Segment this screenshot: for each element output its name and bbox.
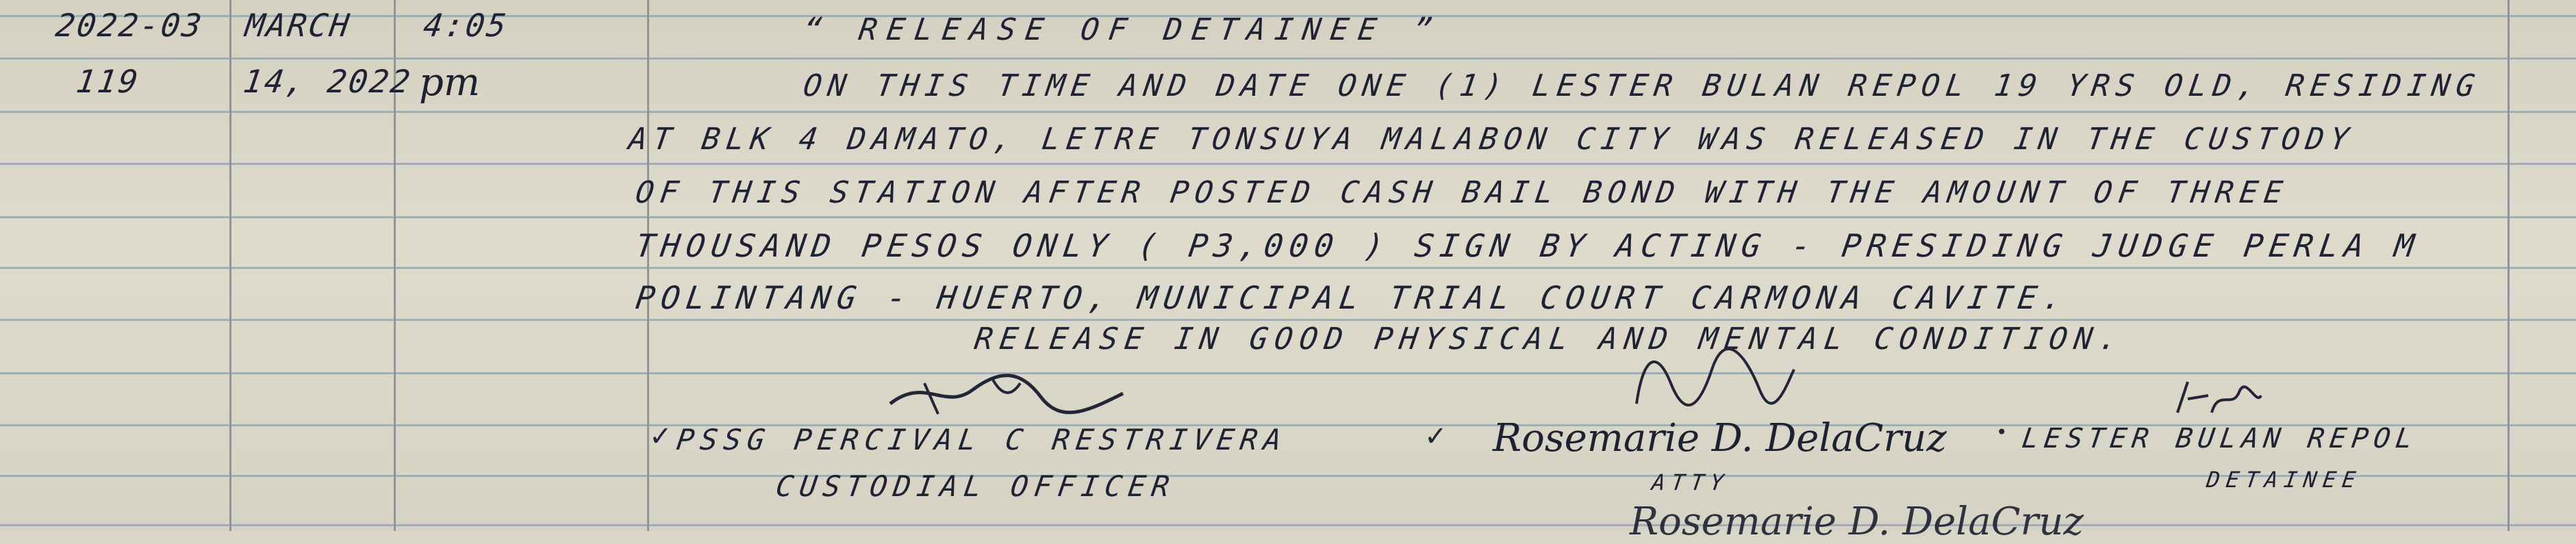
ruled-line — [0, 372, 2576, 374]
entry-time-period: pm — [419, 60, 480, 105]
ruled-line — [0, 111, 2576, 113]
entry-date: 2022-03 — [53, 7, 206, 44]
entry-time: 4:05 — [421, 7, 511, 44]
narrative-line-5: POLINTANG - HUERTO, MUNICIPAL TRIAL COURT CARMONA CAVITE. — [633, 279, 2071, 316]
ruled-line — [0, 216, 2576, 218]
ruled-line — [0, 163, 2576, 165]
ruled-line — [0, 57, 2576, 60]
ruled-line — [0, 524, 2576, 526]
detainee-check-mark: • — [1996, 421, 2008, 443]
narrative-line-2: AT BLK 4 DAMATO, LETRE TONSUYA MALABON CITY WAS RELEASED IN THE CUSTODY — [627, 122, 2357, 157]
bottom-partial-signature: Rosemarie D. DelaCruz — [1630, 500, 2084, 544]
atty-name: Rosemarie D. DelaCruz — [1493, 416, 1947, 461]
officer-name: PSSG PERCIVAL C RESTRIVERA — [674, 423, 1290, 456]
narrative-title: “ RELEASE OF DETAINEE ” — [801, 12, 1444, 47]
detainee-role: DETAINEE — [2205, 467, 2364, 493]
officer-check-mark: ✓ — [649, 421, 672, 452]
entry-number: 119 — [74, 63, 142, 100]
detainee-signature-mark — [2171, 375, 2266, 423]
ruled-line — [0, 267, 2576, 269]
entry-month: MARCH — [243, 7, 354, 44]
atty-role: ATTY — [1650, 469, 1732, 495]
ruled-line — [0, 475, 2576, 477]
atty-signature-mark — [1630, 342, 1801, 417]
ruled-line — [0, 319, 2576, 321]
narrative-line-6: RELEASE IN GOOD PHYSICAL AND MENTAL CONDITION. — [972, 322, 2127, 357]
narrative-line-4: THOUSAND PESOS ONLY ( P3,000 ) SIGN BY ACTING - PRESIDING JUDGE PERLA M — [633, 227, 2423, 264]
column-divider — [2508, 0, 2510, 531]
narrative-line-1: ON THIS TIME AND DATE ONE (1) LESTER BULAN REPOL 19 YRS OLD, RESIDING — [801, 68, 2483, 103]
narrative-line-3: OF THIS STATION AFTER POSTED CASH BAIL BOND WITH THE AMOUNT OF THREE — [633, 175, 2291, 210]
column-divider — [229, 0, 231, 531]
entry-day-year: 14, 2022 — [241, 63, 415, 100]
officer-role: CUSTODIAL OFFICER — [774, 469, 1178, 503]
detainee-name: LESTER BULAN REPOL — [2020, 423, 2420, 454]
officer-signature-mark — [883, 363, 1130, 424]
atty-check-mark: ✓ — [1424, 421, 1448, 452]
